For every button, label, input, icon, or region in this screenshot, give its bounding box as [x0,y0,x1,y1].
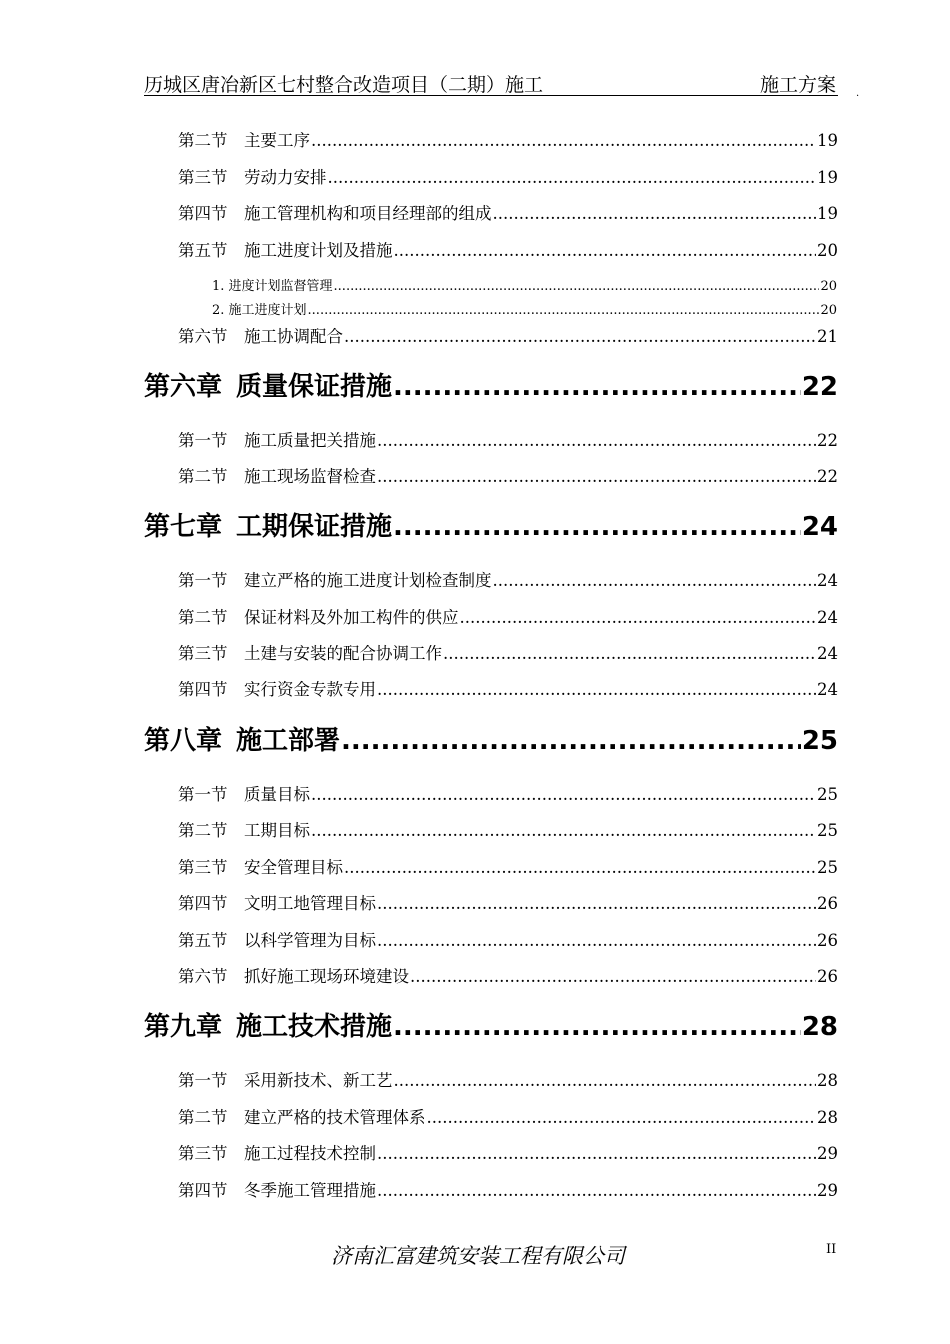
header-doc-type: 施工方案 [759,74,836,96]
toc-leader-dots [410,967,816,986]
toc-section-title: 抓好施工现场环境建设 [244,967,409,986]
toc-section-number: 第三节 [178,858,228,877]
toc-page-number: 28 [817,1108,838,1127]
toc-chapter-title: 施工技术措施 [236,1012,393,1042]
toc-section-number: 第二节 [178,821,228,840]
toc-section-title: 施工管理机构和项目经理部的组成 [244,204,492,223]
toc-section-number: 第一节 [178,431,228,450]
toc-section-title: 采用新技术、新工艺 [244,1071,393,1090]
toc-leader-dots [393,512,801,542]
header-title: 历城区唐冶新区七村整合改造项目（二期）施工 [144,74,544,96]
toc-page-number: 29 [817,1144,838,1163]
toc-section-number: 第三节 [178,168,228,187]
toc-section-title: 施工质量把关措施 [244,431,376,450]
toc-chapter-number: 第八章 [144,726,223,756]
toc-entry-section[interactable] [178,604,838,626]
toc-section-number: 第二节 [178,131,228,150]
toc-section-title: 土建与安装的配合协调工作 [244,644,442,663]
toc-entry-section[interactable] [178,237,838,259]
footer-page-number: II [826,1242,837,1257]
toc-page-number: 26 [817,967,838,986]
toc-section-number: 第一节 [178,1071,228,1090]
toc-entry-section[interactable] [178,890,838,912]
toc-section-title: 工期目标 [244,821,310,840]
toc-page-number: 19 [817,131,838,150]
toc-section-number: 第三节 [178,644,228,663]
toc-entry-section[interactable] [178,567,838,589]
toc-page-number: 26 [817,894,838,913]
toc-entry-subsection[interactable] [212,299,837,317]
toc-entry-chapter[interactable] [144,1006,838,1040]
toc-entry-section[interactable] [178,781,838,803]
toc-section-number: 第二节 [178,1108,228,1127]
toc-entry-section[interactable] [178,427,838,449]
toc-leader-dots [377,894,816,913]
toc-page-number: 28 [801,1012,838,1042]
toc-page-number: 28 [817,1071,838,1090]
toc-leader-dots [344,327,816,346]
toc-subsection-title: 2. 施工进度计划 [212,303,307,318]
toc-page-number: 22 [817,431,838,450]
toc-section-title: 建立严格的施工进度计划检查制度 [244,571,492,590]
toc-entry-section[interactable] [178,1140,838,1162]
toc-section-title: 冬季施工管理措施 [244,1181,376,1200]
toc-page-number: 19 [817,204,838,223]
toc-leader-dots [427,1108,817,1127]
toc-page-number: 24 [817,644,838,663]
toc-entry-section[interactable] [178,676,838,698]
toc-leader-dots [377,680,816,699]
toc-section-number: 第二节 [178,608,228,627]
toc-leader-dots [311,785,816,804]
toc-section-number: 第四节 [178,894,228,913]
toc-section-title: 以科学管理为目标 [244,931,376,950]
toc-section-number: 第一节 [178,571,228,590]
toc-leader-dots [394,1071,817,1090]
toc-page-number: 25 [801,726,838,756]
toc-section-number: 第一节 [178,785,228,804]
toc-entry-section[interactable] [178,817,838,839]
toc-page-number: 22 [817,467,838,486]
toc-page-number: 20 [817,241,838,260]
toc-section-title: 施工现场监督检查 [244,467,376,486]
toc-leader-dots [344,858,816,877]
toc-entry-subsection[interactable] [212,275,837,293]
toc-entry-section[interactable] [178,963,838,985]
toc-leader-dots [308,303,820,318]
toc-page-number: 24 [817,571,838,590]
toc-section-title: 施工过程技术控制 [244,1144,376,1163]
toc-section-title: 保证材料及外加工构件的供应 [244,608,459,627]
toc-leader-dots [377,1144,816,1163]
toc-entry-section[interactable] [178,164,838,186]
footer-company-name: 济南汇富建筑安装工程有限公司 [331,1244,625,1268]
toc-entry-chapter[interactable] [144,366,838,400]
toc-leader-dots [311,821,816,840]
toc-chapter-number: 第六章 [144,372,223,402]
toc-page-number: 20 [820,303,837,318]
toc-entry-section[interactable] [178,463,838,485]
page-header [144,68,838,96]
toc-section-title: 施工进度计划及措施 [244,241,393,260]
toc-section-title: 施工协调配合 [244,327,343,346]
toc-chapter-title: 施工部署 [236,726,341,756]
toc-section-number: 第六节 [178,967,228,986]
toc-section-number: 第三节 [178,1144,228,1163]
toc-chapter-number: 第七章 [144,512,223,542]
toc-entry-section[interactable] [178,1067,838,1089]
toc-page-number: 24 [817,608,838,627]
toc-section-number: 第五节 [178,931,228,950]
toc-subsection-title: 1. 进度计划监督管理 [212,279,333,294]
toc-section-title: 劳动力安排 [244,168,327,187]
header-mark: . [856,88,860,99]
toc-entry-section[interactable] [178,1177,838,1199]
toc-page-number: 29 [817,1181,838,1200]
toc-section-title: 主要工序 [244,131,310,150]
toc-page-number: 24 [817,680,838,699]
toc-section-number: 第四节 [178,680,228,699]
toc-page-number: 26 [817,931,838,950]
toc-leader-dots [377,431,816,450]
toc-page-number: 19 [817,168,838,187]
toc-entry-section[interactable] [178,200,838,222]
toc-entry-section[interactable] [178,854,838,876]
toc-chapter-title: 质量保证措施 [236,372,393,402]
toc-section-number: 第六节 [178,327,228,346]
toc-entry-section[interactable] [178,927,838,949]
toc-section-title: 实行资金专款专用 [244,680,376,699]
toc-leader-dots [377,467,816,486]
toc-leader-dots [443,644,816,663]
toc-leader-dots [341,726,801,756]
toc-section-title: 质量目标 [244,785,310,804]
toc-leader-dots [493,204,817,223]
toc-page-number: 21 [817,327,838,346]
toc-leader-dots [493,571,817,590]
toc-section-number: 第二节 [178,467,228,486]
toc-leader-dots [377,931,816,950]
toc-entry-section[interactable] [178,323,838,345]
toc-page-number: 20 [820,279,837,294]
toc-leader-dots [377,1181,816,1200]
toc-leader-dots [460,608,817,627]
toc-leader-dots [394,241,817,260]
toc-leader-dots [328,168,817,187]
toc-leader-dots [393,1012,801,1042]
toc-section-title: 安全管理目标 [244,858,343,877]
toc-entry-section[interactable] [178,1104,838,1126]
toc-section-title: 文明工地管理目标 [244,894,376,913]
toc-page-number: 25 [817,785,838,804]
toc-leader-dots [393,372,801,402]
toc-page-number: 22 [801,372,838,402]
toc-entry-chapter[interactable] [144,720,838,754]
toc-leader-dots [334,279,820,294]
toc-entry-section[interactable] [178,640,838,662]
toc-chapter-title: 工期保证措施 [236,512,393,542]
toc-page-number: 25 [817,821,838,840]
toc-leader-dots [311,131,816,150]
toc-section-number: 第五节 [178,241,228,260]
toc-chapter-number: 第九章 [144,1012,223,1042]
toc-section-title: 建立严格的技术管理体系 [244,1108,426,1127]
toc-section-number: 第四节 [178,1181,228,1200]
toc-entry-section[interactable] [178,127,838,149]
toc-entry-chapter[interactable] [144,506,838,540]
toc-page-number: 24 [801,512,838,542]
toc-section-number: 第四节 [178,204,228,223]
toc-page-number: 25 [817,858,838,877]
